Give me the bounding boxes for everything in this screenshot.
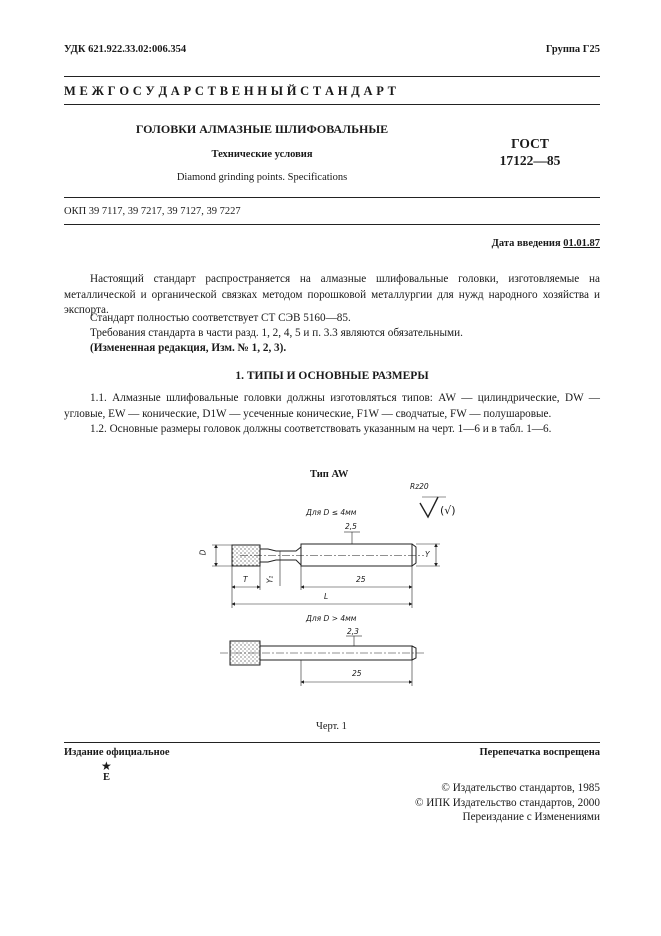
udc-code: УДК 621.922.33.02:006.354 [64,44,187,55]
star-mark: ★ [101,759,112,773]
dim-2-3: 2,3 [347,627,359,636]
e-mark: Е [103,772,111,783]
document-subtitle: Технические условия [211,149,313,160]
figure-caption: Черт. 1 [316,721,347,732]
group-code: Группа Г25 [545,44,600,55]
official-edition: Издание официальное [64,747,170,758]
interstate-standard-banner: М Е Ж Г О С У Д А Р С Т В Е Н Н Ы Й С Т А Н Д А Р Т [64,84,397,98]
copyright-1985: © Издательство стандартов, 1985 [441,782,600,794]
intro-paragraph-3: Требования стандарта в части разд. 1, 2, 4, 5 и п. 3.3 являются обязательными. [90,327,463,339]
roughness-label: Rz20 [410,482,429,491]
drawing-large-diameter [220,636,426,686]
gost-number: 17122—85 [499,153,561,168]
dim-l: L [324,592,329,601]
dim-25-upper: 25 [356,575,366,584]
intro-paragraph-1: Настоящий стандарт распространяется на алмазные шлифовальные головки, изготовляемые на металлической и органической связках методом порошковой металлургии для нужд народного хозяйства и экспорта. [64,273,600,317]
section-1-heading: 1. ТИПЫ И ОСНОВНЫЕ РАЗМЕРЫ [235,370,429,382]
document-title: ГОЛОВКИ АЛМАЗНЫЕ ШЛИФОВАЛЬНЫЕ [135,122,389,136]
dim-2-5: 2,5 [345,522,357,531]
dim-y1: Y₁ [265,575,275,584]
intro-date-label: Дата введения [491,238,561,249]
okp-codes: ОКП 39 7117, 39 7217, 39 7127, 39 7227 [64,206,241,217]
intro-paragraph-2: Стандарт полностью соответствует СТ СЭВ 5160—85. [90,312,351,324]
roughness-symbol [420,497,438,517]
english-title: Diamond grinding points. Specifications [176,172,348,183]
roughness-paren: (√) [440,504,456,517]
neck-bottom [260,560,301,565]
dim-y: Y [425,550,430,559]
clause-1-2: 1.2. Основные размеры головок должны соответствовать указанным на черт. 1—6 и в табл. 1—6. [90,423,552,435]
reprint-prohibited: Перепечатка воспрещена [479,747,600,758]
copyright-2000: © ИПК Издательство стандартов, 2000 [414,797,600,809]
footer-rule [64,742,600,743]
dim-d: D [198,549,208,556]
dim-t: T [243,575,248,584]
dim-25-lower: 25 [352,669,362,678]
shank [301,544,412,566]
gost-label: ГОСТ [511,136,549,151]
intro-amendment: (Измененная редакция, Изм. № 1, 2, 3). [90,342,287,354]
condition-small-d: Для D ≤ 4мм [306,508,357,517]
reissue-note: Переиздание с Изменениями [462,811,600,823]
neck [260,547,301,551]
condition-large-d: Для D > 4мм [306,614,357,623]
intro-date-value: 01.01.87 [563,238,600,249]
type-aw-label: Тип AW [310,469,349,480]
clause-1-1: 1.1. Алмазные шлифовальные головки должны изготовляться типов: AW — цилиндрические, DW — угловые, EW — конические, D1W — усеченные конические, F1W — сводчатые, FW — полушаровые. [64,392,600,420]
